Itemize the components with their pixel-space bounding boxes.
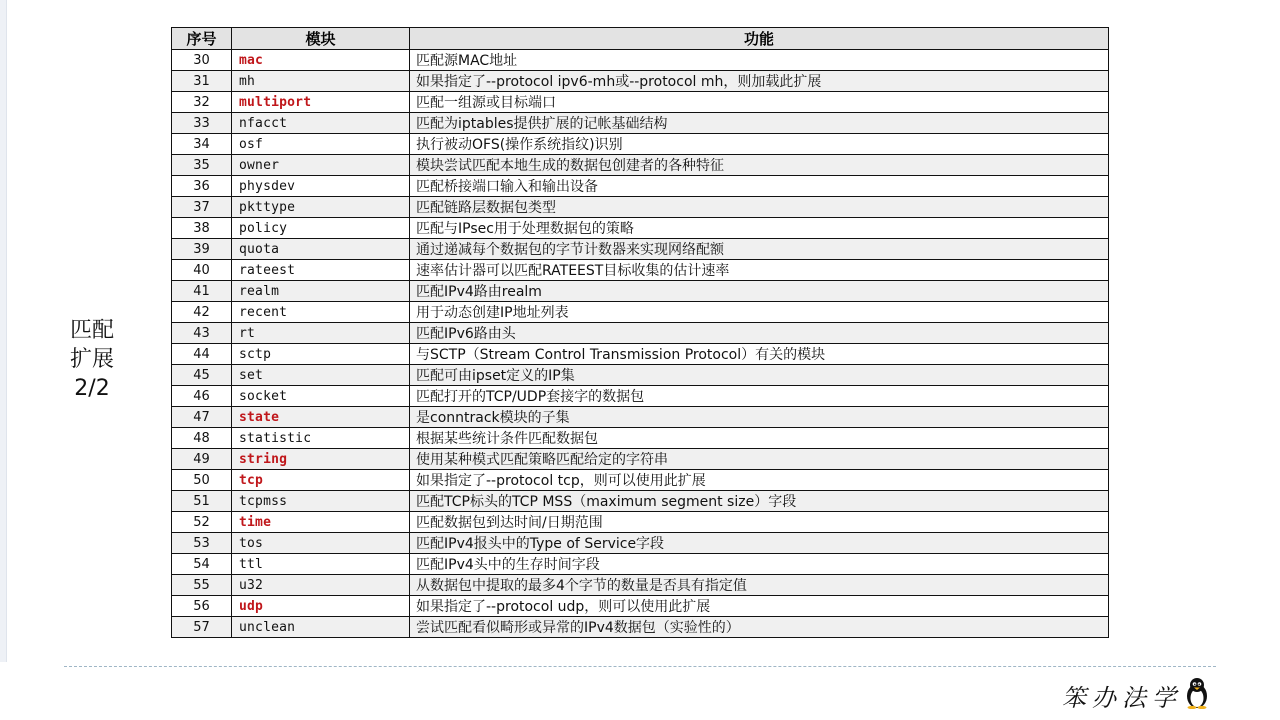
module-name: nfacct xyxy=(232,113,410,134)
module-description: 通过递减每个数据包的字节计数器来实现网络配额 xyxy=(410,239,1109,260)
table-header-row xyxy=(172,28,1109,50)
table-row xyxy=(172,281,1109,302)
module-name: statistic xyxy=(232,428,410,449)
row-number: 35 xyxy=(172,155,232,176)
module-name: mac xyxy=(232,50,410,71)
module-name: quota xyxy=(232,239,410,260)
module-name: recent xyxy=(232,302,410,323)
brand-logo xyxy=(1062,676,1210,714)
table-row xyxy=(172,617,1109,638)
table-row xyxy=(172,554,1109,575)
module-name: ttl xyxy=(232,554,410,575)
module-description: 尝试匹配看似畸形或异常的IPv4数据包（实验性的） xyxy=(410,617,1109,638)
table-row xyxy=(172,218,1109,239)
row-number: 55 xyxy=(172,575,232,596)
row-number: 47 xyxy=(172,407,232,428)
module-description: 如果指定了--protocol tcp，则可以使用此扩展 xyxy=(410,470,1109,491)
module-name: u32 xyxy=(232,575,410,596)
module-description: 匹配IPv4报头中的Type of Service字段 xyxy=(410,533,1109,554)
table-row xyxy=(172,50,1109,71)
row-number: 56 xyxy=(172,596,232,617)
module-name: tcpmss xyxy=(232,491,410,512)
row-number: 32 xyxy=(172,92,232,113)
module-description: 根据某些统计条件匹配数据包 xyxy=(410,428,1109,449)
row-number: 51 xyxy=(172,491,232,512)
header-number: 序号 xyxy=(172,28,232,50)
module-name: set xyxy=(232,365,410,386)
side-title-line-1: 匹配 xyxy=(69,318,114,343)
row-number: 52 xyxy=(172,512,232,533)
row-number: 54 xyxy=(172,554,232,575)
side-title-line-3: 2/2 xyxy=(74,376,110,401)
row-number: 36 xyxy=(172,176,232,197)
table-row xyxy=(172,155,1109,176)
module-description: 匹配打开的TCP/UDP套接字的数据包 xyxy=(410,386,1109,407)
table-row xyxy=(172,512,1109,533)
logo-text: 笨办法学 xyxy=(1062,683,1182,712)
module-description: 匹配IPv4头中的生存时间字段 xyxy=(410,554,1109,575)
row-number: 40 xyxy=(172,260,232,281)
module-description: 匹配IPv4路由realm xyxy=(410,281,1109,302)
table-row xyxy=(172,197,1109,218)
module-description: 匹配源MAC地址 xyxy=(410,50,1109,71)
module-description: 如果指定了--protocol udp，则可以使用此扩展 xyxy=(410,596,1109,617)
row-number: 44 xyxy=(172,344,232,365)
module-description: 匹配与IPsec用于处理数据包的策略 xyxy=(410,218,1109,239)
table-row xyxy=(172,428,1109,449)
header-function: 功能 xyxy=(410,28,1109,50)
table-row xyxy=(172,134,1109,155)
module-description: 速率估计器可以匹配RATEEST目标收集的估计速率 xyxy=(410,260,1109,281)
row-number: 57 xyxy=(172,617,232,638)
module-name: tcp xyxy=(232,470,410,491)
row-number: 48 xyxy=(172,428,232,449)
table-row xyxy=(172,386,1109,407)
module-description: 模块尝试匹配本地生成的数据包创建者的各种特征 xyxy=(410,155,1109,176)
module-name: osf xyxy=(232,134,410,155)
module-name: physdev xyxy=(232,176,410,197)
module-description: 匹配数据包到达时间/日期范围 xyxy=(410,512,1109,533)
module-name: owner xyxy=(232,155,410,176)
module-description: 如果指定了--protocol ipv6-mh或--protocol mh，则加载此扩展 xyxy=(410,71,1109,92)
row-number: 46 xyxy=(172,386,232,407)
module-name: policy xyxy=(232,218,410,239)
module-name: mh xyxy=(232,71,410,92)
module-description: 匹配为iptables提供扩展的记帐基础结构 xyxy=(410,113,1109,134)
table-row xyxy=(172,449,1109,470)
module-name: rateest xyxy=(232,260,410,281)
module-description: 是conntrack模块的子集 xyxy=(410,407,1109,428)
module-name: socket xyxy=(232,386,410,407)
row-number: 53 xyxy=(172,533,232,554)
table-row xyxy=(172,302,1109,323)
module-name: rt xyxy=(232,323,410,344)
row-number: 30 xyxy=(172,50,232,71)
footer-divider xyxy=(64,666,1216,667)
table-row xyxy=(172,533,1109,554)
module-name: time xyxy=(232,512,410,533)
row-number: 39 xyxy=(172,239,232,260)
table-row xyxy=(172,260,1109,281)
header-module: 模块 xyxy=(232,28,410,50)
module-name: tos xyxy=(232,533,410,554)
slide-side-title xyxy=(44,316,140,403)
penguin-icon xyxy=(1184,677,1210,713)
module-description: 匹配IPv6路由头 xyxy=(410,323,1109,344)
row-number: 50 xyxy=(172,470,232,491)
match-extensions-table xyxy=(171,27,1109,638)
table-row xyxy=(172,575,1109,596)
module-name: pkttype xyxy=(232,197,410,218)
table-row xyxy=(172,470,1109,491)
row-number: 43 xyxy=(172,323,232,344)
table-row xyxy=(172,239,1109,260)
table-row xyxy=(172,407,1109,428)
table-row xyxy=(172,365,1109,386)
table-row xyxy=(172,491,1109,512)
module-name: realm xyxy=(232,281,410,302)
module-name: unclean xyxy=(232,617,410,638)
row-number: 49 xyxy=(172,449,232,470)
module-name: state xyxy=(232,407,410,428)
module-name: udp xyxy=(232,596,410,617)
module-description: 匹配一组源或目标端口 xyxy=(410,92,1109,113)
table-row xyxy=(172,92,1109,113)
table-row xyxy=(172,344,1109,365)
row-number: 34 xyxy=(172,134,232,155)
row-number: 37 xyxy=(172,197,232,218)
module-description: 匹配链路层数据包类型 xyxy=(410,197,1109,218)
table-row xyxy=(172,323,1109,344)
module-description: 执行被动OFS(操作系统指纹)识别 xyxy=(410,134,1109,155)
module-description: 匹配桥接端口输入和输出设备 xyxy=(410,176,1109,197)
row-number: 41 xyxy=(172,281,232,302)
module-description: 使用某种模式匹配策略匹配给定的字符串 xyxy=(410,449,1109,470)
row-number: 33 xyxy=(172,113,232,134)
table-row xyxy=(172,596,1109,617)
table-body xyxy=(172,50,1109,638)
side-title-line-2: 扩展 xyxy=(69,347,114,372)
module-description: 用于动态创建IP地址列表 xyxy=(410,302,1109,323)
row-number: 42 xyxy=(172,302,232,323)
module-name: multiport xyxy=(232,92,410,113)
module-name: string xyxy=(232,449,410,470)
slide-left-accent xyxy=(0,0,7,662)
module-description: 匹配TCP标头的TCP MSS（maximum segment size）字段 xyxy=(410,491,1109,512)
module-description: 从数据包中提取的最多4个字节的数量是否具有指定值 xyxy=(410,575,1109,596)
table-row xyxy=(172,176,1109,197)
module-description: 与SCTP（Stream Control Transmission Protocol）有关的模块 xyxy=(410,344,1109,365)
row-number: 45 xyxy=(172,365,232,386)
module-name: sctp xyxy=(232,344,410,365)
row-number: 31 xyxy=(172,71,232,92)
module-description: 匹配可由ipset定义的IP集 xyxy=(410,365,1109,386)
row-number: 38 xyxy=(172,218,232,239)
table-row xyxy=(172,71,1109,92)
table-row xyxy=(172,113,1109,134)
